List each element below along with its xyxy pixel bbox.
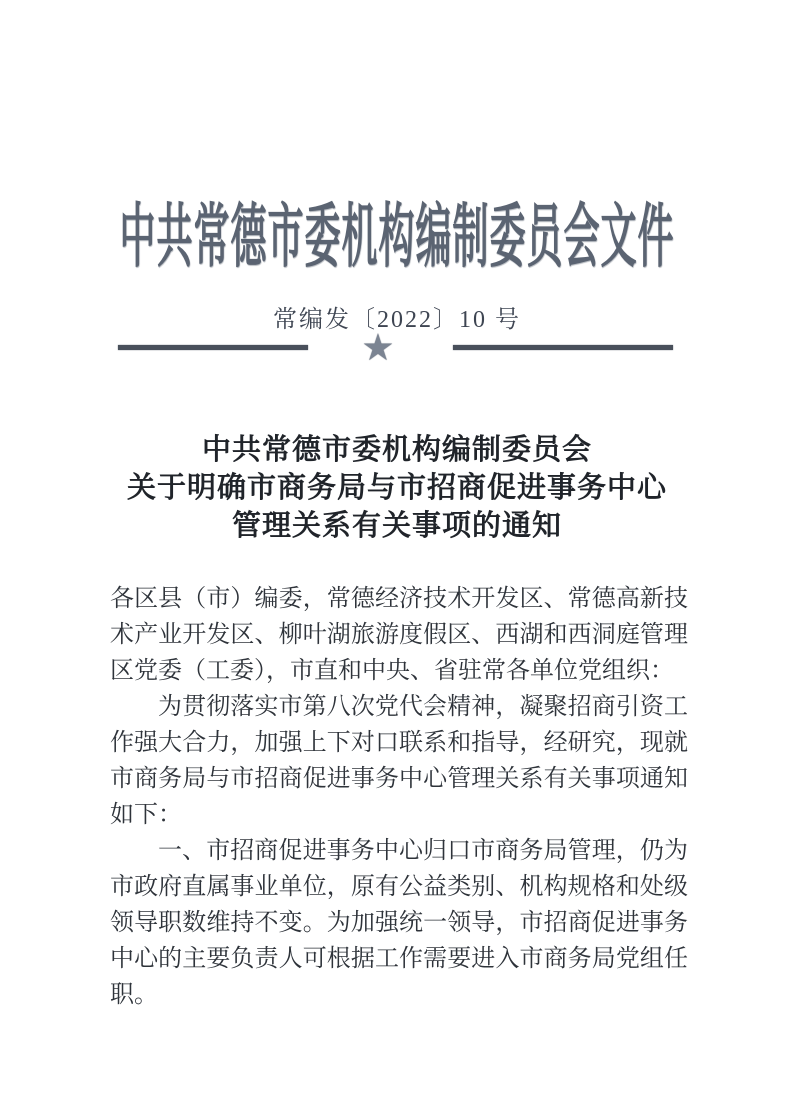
addressees-paragraph: 各区县（市）编委，常德经济技术开发区、常德高新技术产业开发区、柳叶湖旅游度假区、西湖和西洞庭管理区党委（工委），市直和中央、省驻常各单位党组织：	[110, 586, 688, 684]
preamble-paragraph: 为贯彻落实市第八次党代会精神，凝聚招商引资工作强大合力，加强上下对口联系和指导，经研究，现就市商务局与市招商促进事务中心管理关系有关事项通知如下：	[110, 694, 688, 828]
document-title-line-1: 中共常德市委机构编制委员会	[201, 434, 592, 466]
document-title-line-3: 管理关系有关事项的通知	[231, 510, 562, 542]
star-icon: ★	[361, 326, 395, 369]
divider-rule-left	[118, 345, 308, 350]
item-one-paragraph: 一、市招商促进事务中心归口市商务局管理，仍为市政府直属事业单位，原有公益类别、机构规格和处级领导职数维持不变。为加强统一领导，市招商促进事务中心的主要负责人可根据工作需要进入市商务局党组任职。	[110, 838, 688, 1008]
document-title-line-2: 关于明确市商务局与市招商促进事务中心	[126, 472, 667, 504]
letterhead	[0, 183, 794, 276]
document-body	[110, 581, 688, 1013]
document-number: 常编发〔2022〕10 号	[273, 307, 521, 333]
document-title	[0, 431, 794, 545]
divider-rule-right	[453, 345, 673, 350]
letterhead-title: 中共常德市委机构编制委员会文件	[119, 198, 675, 276]
